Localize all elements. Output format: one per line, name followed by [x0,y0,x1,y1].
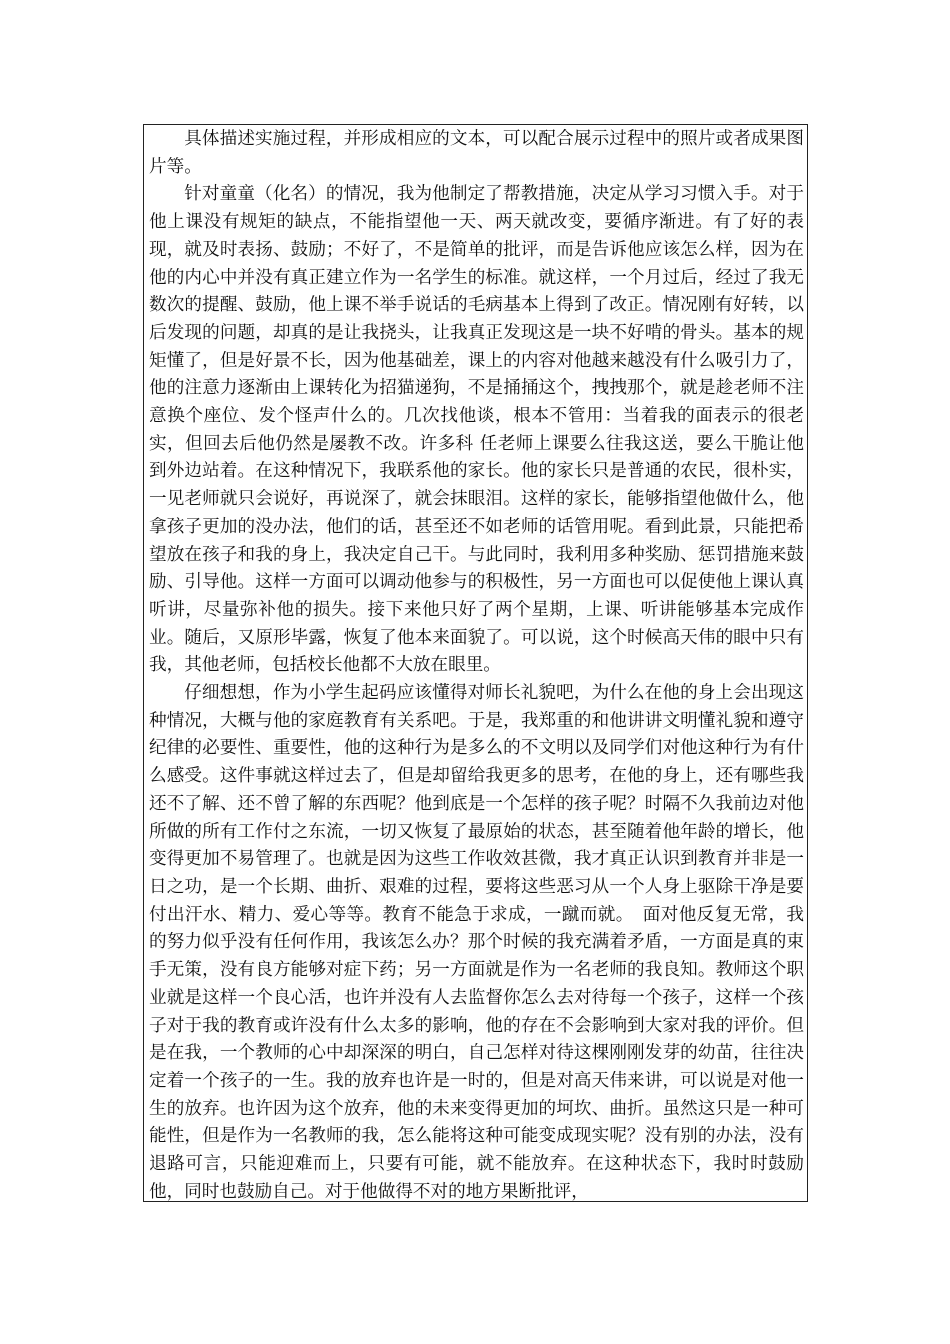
document-body [149,126,804,1206]
paragraph-intro: 具体描述实施过程，并形成相应的文本，可以配合展示过程中的照片或者成果图片等。 [149,129,804,177]
paragraph-reflection: 仔细想想，作为小学生起码应该懂得对师长礼貌吧，为什么在他的身上会出现这种情况，大概与他的家庭教育有关系吧。于是，我郑重的和他讲讲文明懂礼貌和遵守纪律的必要性、重要性，他的这种行为是多么的不文明以及同学们对他这种行为有什么感受。这件事就这样过去了，但是却留给我更多的思考，在他的身上，还有哪些我还不了解、还不曾了解的东西呢？他到底是一个怎样的孩子呢？时隔不久我前边对他所做的所有工作付之东流，一切又恢复了最原始的状态，甚至随着他年龄的增长，他变得更加不易管理了。也就是因为这些工作收效甚微，我才真正认识到教育并非是一日之功，是一个长期、曲折、艰难的过程，要将这些恶习从一个人身上驱除干净是要付出汗水、精力、爱心等等。教育不能急于求成，一蹴而就。 面对他反复无常，我的努力似乎没有任何作用，我该怎么办？那个时候的我充满着矛盾，一方面是真的束手无策，没有良方能够对症下药；另一方面就是作为一名老师的我良知。教师这个职业就是这样一个良心活，也许并没有人去监督你怎么去对待每一个孩子，这样一个孩子对于我的教育或许没有什么太多的影响，他的存在不会影响到大家对我的评价。但是在我，一个教师的心中却深深的明白，自己怎样对待这棵刚刚发芽的幼苗，往往决定着一个孩子的一生。我的放弃也许是一时的，但是对高天伟来讲，可以说是对他一生的放弃。也许因为这个放弃，他的未来变得更加的坷坎、曲折。虽然这只是一种可能性，但是作为一名教师的我，怎么能将这种可能变成现实呢？没有别的办法，没有退路可言，只能迎难而上，只要有可能，就不能放弃。在这种状态下，我时时鼓励他，同时也鼓励自己。对于他做得不对的地方果断批评， [149,683,804,1202]
paragraph-case-description: 针对童童（化名）的情况，我为他制定了帮教措施，决定从学习习惯入手。对于他上课没有规矩的缺点，不能指望他一天、两天就改变，要循序渐进。有了好的表现，就及时表扬、鼓励；不好了，不是简单的批评，而是告诉他应该怎么样，因为在他的内心中并没有真正建立作为一名学生的标准。就这样，一个月过后，经过了我无数次的提醒、鼓励，他上课不举手说话的毛病基本上得到了改正。情况刚有好转，以后发现的问题，却真的是让我挠头，让我真正发现这是一块不好啃的骨头。基本的规矩懂了，但是好景不长，因为他基础差，课上的内容对他越来越没有什么吸引力了，他的注意力逐渐由上课转化为招猫递狗，不是捅捅这个，拽拽那个，就是趁老师不注意换个座位、发个怪声什么的。几次找他谈，根本不管用：当着我的面表示的很老实，但回去后他仍然是屡教不改。许多科 任老师上课要么往我这送，要么干脆让他到外边站着。在这种情况下，我联系他的家长。他的家长只是普通的农民，很朴实，一见老师就只会说好，再说深了，就会抹眼泪。这样的家长，能够指望他做什么，他拿孩子更加的没办法，他们的话，甚至还不如老师的话管用呢。看到此景，只能把希望放在孩子和我的身上，我决定自己干。与此同时，我利用多种奖励、惩罚措施来鼓励、引导他。这样一方面可以调动他参与的积极性，另一方面也可以促使他上课认真听讲，尽量弥补他的损失。接下来他只好了两个星期，上课、听讲能够基本完成作业。随后，又原形毕露，恢复了他本来面貌了。可以说，这个时候高天伟的眼中只有我，其他老师，包括校长他都不大放在眼里。 [149,184,804,676]
